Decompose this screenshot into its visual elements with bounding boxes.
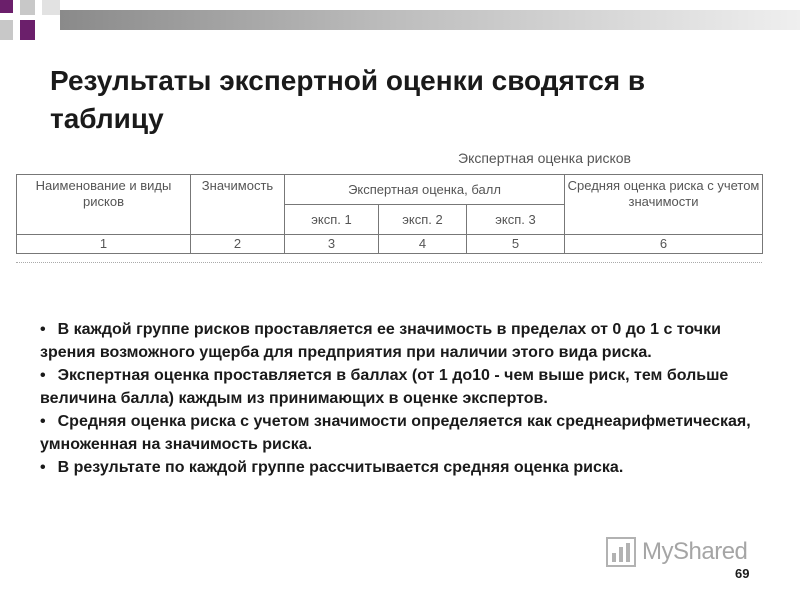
header-significance: Значимость <box>191 175 285 235</box>
myshared-watermark <box>606 536 766 568</box>
header-gradient-bar <box>60 10 800 30</box>
header-exp1: эксп. 1 <box>285 205 379 235</box>
bullet-text: В каждой группе рисков проставляется ее значимость в пределах от 0 до 1 с точки зрения возможного ущерба для предприятия при наличии этого вида риска. <box>40 321 721 361</box>
corner-square-gray <box>20 0 35 15</box>
bullet-item <box>40 410 764 456</box>
column-number: 6 <box>565 235 763 254</box>
bullet-item <box>40 456 764 479</box>
table-cut-edge <box>16 262 762 266</box>
slide-title: Результаты экспертной оценки сводятся в таблицу <box>50 65 646 134</box>
bullet-mark: • <box>40 321 46 338</box>
bullet-list <box>40 318 764 479</box>
risk-table <box>16 174 763 254</box>
header-exp3: эксп. 3 <box>467 205 565 235</box>
page-number: 69 <box>735 566 750 581</box>
column-number: 2 <box>191 235 285 254</box>
header-average: Средняя оценка риска с учетом значимости <box>565 175 763 235</box>
header-expert-score: Экспертная оценка, балл <box>285 175 565 205</box>
bullet-text: Средняя оценка риска с учетом значимости определяется как среднеарифметическая, умноженная на значимость риска. <box>40 413 751 453</box>
column-number: 3 <box>285 235 379 254</box>
column-number: 1 <box>17 235 191 254</box>
bullet-text: Экспертная оценка проставляется в баллах (от 1 до10 - чем выше риск, тем больше величина балла) каждым из принимающих в оценке экспертов. <box>40 367 729 407</box>
corner-square-purple <box>0 0 13 13</box>
column-number: 4 <box>379 235 467 254</box>
bullet-item <box>40 318 764 364</box>
bullet-text: В результате по каждой группе рассчитывается средняя оценка риска. <box>57 459 624 476</box>
header-name: Наименование и виды рисков <box>17 175 191 235</box>
bullet-mark: • <box>40 367 46 384</box>
column-number: 5 <box>467 235 565 254</box>
bullet-mark: • <box>40 459 46 476</box>
watermark-text: MyShared <box>642 538 748 565</box>
header-exp2: эксп. 2 <box>379 205 467 235</box>
table-caption: Экспертная оценка рисков <box>458 150 631 166</box>
bullet-mark: • <box>40 413 46 430</box>
corner-square-gray <box>0 20 13 40</box>
corner-square-purple <box>20 20 35 40</box>
bullet-item <box>40 364 764 410</box>
bar-chart-icon <box>606 537 636 567</box>
corner-square-light <box>42 0 60 15</box>
